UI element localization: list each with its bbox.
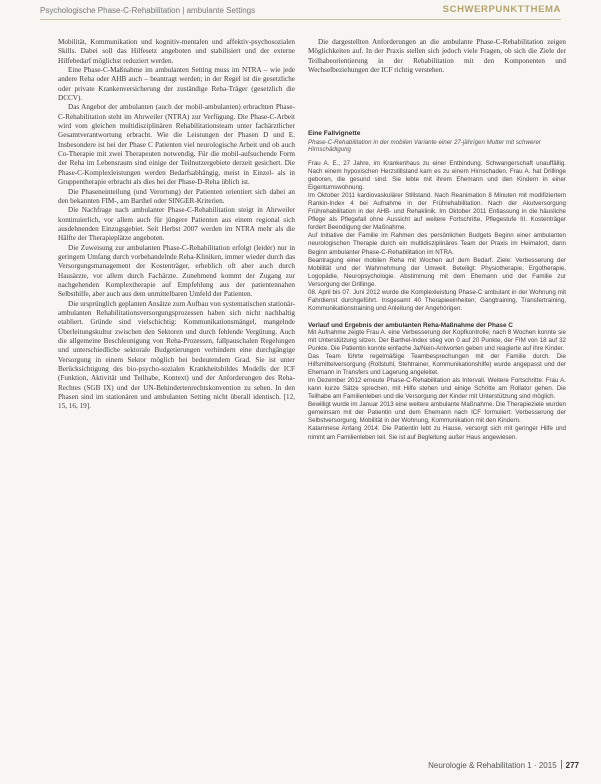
case-subtitle: Phase-C-Rehabilitation in der mobilen Variante einer 27-jährigen Mutter mit schwerer Hirnschädigung	[308, 139, 541, 153]
left-paragraph: Das Angebot der ambulanten (auch der mobil-ambulanten) erbrachten Phase-C-Rehabilitation steht im Ahrweiler (NTRA) zur Verfügung. Die Phase-C-Arbeit wird vom gleichen multidisziplinären Rehabilitationsteam unter fachärztlicher Gesamtverantwortung erbracht. Wie die Leistungen der Phasen D und E. Insbesondere ist bei der Phase C Patienten viel neurologische Arbeit und ob auch Co-Therapie mit zwei Therapeuten notwendig. Für die mobil-aufsuchende Form der Reha im Lebensraum sind einige der Teilnutzergebiete derzeit gesichert. Die Phase-C-Komplexleistungen werden Bedarfsabhängig, meist in Einzel- als in Gruppentherapie erbracht als dies bei der Phase-D-Reha üblich ist.	[58, 103, 295, 187]
left-paragraph: Die Zuweisung zur ambulanten Phase-C-Rehabilitation erfolgt (leider) nur in geringem Umfang durch vorbehandelnde Reha-Kliniken, immer wieder durch das Versorgungsmanagement der Kostenträger, erheblich oft aber auch durch Hausärzte, vor allem durch Fachärzte. Zunehmend kommt der Zugang zur nachgehenden Komplextherapie auf Empfehlung aus der patientennahen Selbsthilfe, aber auch aus dem unmittelbaren Umfeld der Patienten.	[58, 243, 295, 299]
right-lead-paragraph: Die dargestellten Anforderungen an die ambulante Phase-C-Rehabilitation zeigen Möglichkeiten auf. In der Praxis stellen sich jedoch viele Fragen, ob sich die Ziele der Teilhabeorientierung in der Rehabilitation mit den Komponenten und Wechselbeziehungen der ICF richtig verstehen.	[308, 38, 566, 75]
footer-divider	[561, 760, 562, 769]
section-label: SCHWERPUNKTTHEMA	[442, 4, 561, 15]
case-section-paragraph: Mit Aufnahme zeigte Frau A. eine Verbesserung der Kopfkontrolle; nach 8 Wochen konnte sie mit Unterstützung sitzen. Der Barthel-Index stieg von 0 auf 20 Punkte, der FIM von 18 auf 32 Punkte. Die Patientin konnte einfache Ja/Nein-Antworten geben und reagierte auf ihre Kinder.	[308, 328, 566, 352]
case-section-paragraph: Katamnese Anfang 2014: Die Patientin lebt zu Hause, versorgt sich mit geringer Hilfe und nimmt am Familienleben teil. Sie ist auf Begleitung außer Haus angewiesen.	[308, 425, 566, 441]
case-section-paragraph: Bewilligt wurde im Januar 2013 eine weitere ambulante Maßnahme. Die Therapieziele wurden gemeinsam mit der Patientin und dem Ehemann nach ICF formuliert: Verbesserung der Selbstversorgung, Mobilität in der Wohnung, Kommunikation mit den Kindern.	[308, 401, 566, 425]
left-paragraph: Eine Phase-C-Maßnahme im ambulanten Setting muss im NTRA – wie jede andere Reha oder AHB auch – beantragt werden; in der Regel ist die gesetzliche oder private Krankenversicherung der zuständige Reha-Träger (gesetzlich die DCCV).	[58, 66, 295, 103]
case-paragraph: 08. April bis 07. Juni 2012 wurde die Komplexleistung Phase-C ambulant in der Wohnung mit Fahrdienst durchgeführt. Insgesamt 40 Therapieeinheiten; Gangtraining, Transfertraining, Kommunikationstraining und Anleitung der Angehörigen.	[308, 288, 566, 312]
left-column	[58, 38, 295, 412]
left-paragraph: Die Nachfrage nach ambulanter Phase-C-Rehabilitation steigt in Ahrweiler kontinuierlich, vor allem auch für jüngere Patienten aus einem regional sich ausdehnenden Einzugsgebiet. Seit Herbst 2007 werden im NTRA mehr als die Hälfte der Therapieplätze angeboten.	[58, 206, 295, 243]
case-vignette	[308, 130, 566, 442]
case-section-paragraph: Im Dezember 2012 erneute Phase-C-Rehabilitation als Intervall. Weitere Fortschritte: Frau A. kann kurze Sätze sprechen, mit Hilfe stehen und einige Schritte am Rollator gehen. Die Teilhabe am Familienleben und die Versorgung der Kinder mit Unterstützung sind möglich.	[308, 377, 566, 401]
running-title: Psychologische Phase-C-Rehabilitation | ambulante Settings	[40, 6, 256, 15]
case-paragraph: Auf Initiative der Familie im Rahmen des persönlichen Budgets Beginn einer ambulanten neurologischen Therapie durch ein multidisziplinäres Team der Praxis im Heimatort, dann Beginn ambulanter Phase-C-Rehabilitation im NTRA.	[308, 232, 566, 256]
case-section-title: Verlauf und Ergebnis der ambulanten Reha-Maßnahme der Phase C	[308, 321, 513, 329]
header-rule	[40, 19, 561, 20]
left-paragraph: Die ursprünglich geplanten Ansätze zum Aufbau von systematischen stationär-ambulanten Rehabilitationsversorgungsprozessen haben sich nicht nachhaltig etabliert. Gründe sind vielschichtig: Kommunikationsmängel, mangelnde Überleitungskultur zwischen den Sektoren und durch fehlende Vergütung. Auch die allgemeine Beschleunigung von Reha-Prozessen, fallpauschalen Regelungen und unterschiedliche sektorale Budgetierungen verhindern eine durchgängige Versorgung in einem Sektor möglich bei bedeutendem Grad. Sie ist unter Berücksichtigung des bio-psycho-sozialen Krankheitsbildes Modells der ICF (Funktion, Aktivität und Teilhabe, Kontext) und der Anforderungen des Reha-Rechtes (SGB IX) und der UN-Behindertenrechtskonvention zu sehen. In den Phasen sind im stationären und ambulanten Setting nicht überall identisch. [12, 15, 16, 19].	[58, 299, 295, 411]
page-footer	[428, 760, 579, 770]
left-paragraph: Mobilität, Kommunikation und kognitiv-mentalen und affektiv-psychosozialen Skills. Dabei soll das Hilfesetz angeboten und stabilisiert und der externe Hilfebedarf möglichst reduziert werden.	[58, 38, 295, 65]
journal-name: Neurologie & Rehabilitation 1 · 2015	[428, 761, 557, 770]
case-title: Eine Fallvignette	[308, 130, 361, 137]
left-paragraph: Die Phaseneinteilung (und Verortung) der Patienten orientiert sich dabei an den bekannten FIM-, am Barthel oder SINGER-Kriterien.	[58, 187, 295, 205]
case-section-paragraph: Das Team führte regelmäßige Teambesprechungen mit der Familie durch. Die Hilfsmittelversorgung (Rollstuhl, Stehtrainer, Kommunikationshilfe) wurde angepasst und der Ehemann in Transfers und Lagerung angeleitet.	[308, 353, 566, 377]
case-paragraph: Frau A. E., 27 Jahre, im Krankenhaus zu einer Entbindung. Schwangerschaft unauffällig. Nach einem hypoxischen Herzstillstand kam es zu einem Hirnschaden. Frau A. hat Drillinge geboren, die gesund sind. Sie lebte mit ihrem Ehemann und den Kindern in einer Eigentumswohnung.	[308, 160, 566, 192]
case-paragraph: Beantragung einer mobilen Reha mit Wochen auf dem Bedarf. Ziele: Verbesserung der Mobilität und der Wahrnehmung der Umwelt. Beteiligt: Physiotherapie, Ergotherapie, Logopädie, Neuropsychologie. Abstimmung mit dem Ehemann und der Familie zur Versorgung der Drillinge.	[308, 256, 566, 288]
page-header	[0, 0, 601, 24]
right-column-lead	[308, 38, 566, 75]
page-number: 277	[565, 761, 579, 770]
case-paragraph: Im Oktober 2011 kardiovaskulärer Stillstand. Nach Reanimation 8 Minuten mit modifiziertem Rankin-Index 4 bei Aufnahme in der Frührehabilitation. Nach der Akutversorgung Frührehabilitation in der AHB- und Rehaklinik. Im Oktober 2011 Entlassung in die häusliche Pflege als Pflegefall ohne Aussicht auf weitere Fortschritte, Pflegestufe III. Kostenträger fordert Beendigung der Maßnahme.	[308, 192, 566, 232]
